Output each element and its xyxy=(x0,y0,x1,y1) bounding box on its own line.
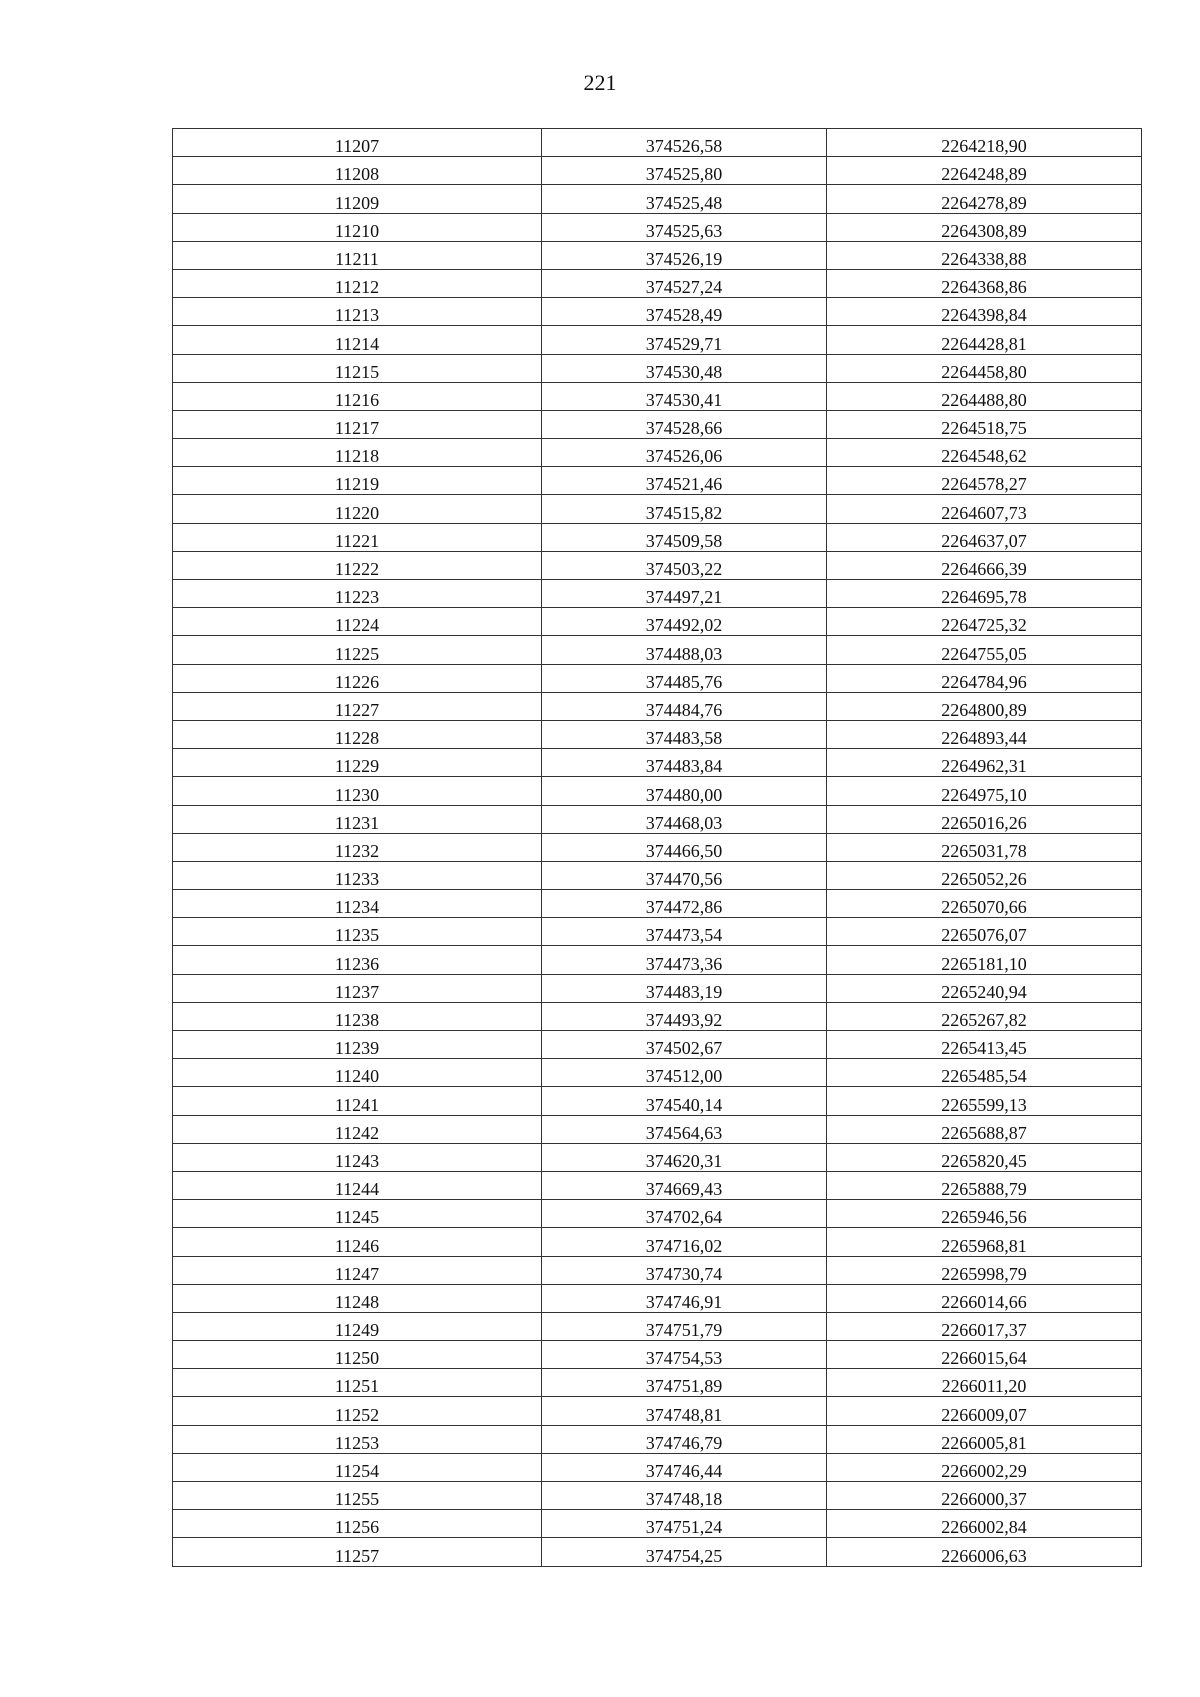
table-row xyxy=(173,439,1142,467)
y-coordinate-cell: 2264368,86 xyxy=(827,269,1142,297)
point-number-cell: 11217 xyxy=(173,410,542,438)
point-number-cell: 11249 xyxy=(173,1312,542,1340)
point-number-cell: 11231 xyxy=(173,805,542,833)
y-coordinate-cell: 2266009,07 xyxy=(827,1397,1142,1425)
point-number-cell: 11232 xyxy=(173,833,542,861)
point-number-cell: 11222 xyxy=(173,551,542,579)
table-row xyxy=(173,551,1142,579)
table-row xyxy=(173,410,1142,438)
y-coordinate-cell: 2264338,88 xyxy=(827,241,1142,269)
y-coordinate-cell: 2265413,45 xyxy=(827,1031,1142,1059)
table-row xyxy=(173,523,1142,551)
y-coordinate-cell: 2264800,89 xyxy=(827,692,1142,720)
table-row xyxy=(173,777,1142,805)
y-coordinate-cell: 2266011,20 xyxy=(827,1369,1142,1397)
point-number-cell: 11246 xyxy=(173,1228,542,1256)
table-row xyxy=(173,1228,1142,1256)
x-coordinate-cell: 374484,76 xyxy=(542,692,827,720)
y-coordinate-cell: 2264784,96 xyxy=(827,664,1142,692)
point-number-cell: 11208 xyxy=(173,157,542,185)
x-coordinate-cell: 374754,25 xyxy=(542,1538,827,1566)
x-coordinate-cell: 374746,79 xyxy=(542,1425,827,1453)
y-coordinate-cell: 2264458,80 xyxy=(827,354,1142,382)
x-coordinate-cell: 374525,80 xyxy=(542,157,827,185)
table-row xyxy=(173,1115,1142,1143)
coordinates-table-body xyxy=(173,129,1142,1567)
table-row xyxy=(173,1369,1142,1397)
table-row xyxy=(173,1031,1142,1059)
y-coordinate-cell: 2266005,81 xyxy=(827,1425,1142,1453)
x-coordinate-cell: 374525,63 xyxy=(542,213,827,241)
x-coordinate-cell: 374483,84 xyxy=(542,749,827,777)
table-row xyxy=(173,580,1142,608)
y-coordinate-cell: 2265599,13 xyxy=(827,1087,1142,1115)
point-number-cell: 11238 xyxy=(173,1002,542,1030)
y-coordinate-cell: 2265070,66 xyxy=(827,890,1142,918)
x-coordinate-cell: 374509,58 xyxy=(542,523,827,551)
table-row xyxy=(173,298,1142,326)
table-row xyxy=(173,1284,1142,1312)
x-coordinate-cell: 374483,19 xyxy=(542,974,827,1002)
table-row xyxy=(173,1425,1142,1453)
table-row xyxy=(173,1200,1142,1228)
point-number-cell: 11252 xyxy=(173,1397,542,1425)
point-number-cell: 11212 xyxy=(173,269,542,297)
x-coordinate-cell: 374503,22 xyxy=(542,551,827,579)
x-coordinate-cell: 374470,56 xyxy=(542,861,827,889)
x-coordinate-cell: 374493,92 xyxy=(542,1002,827,1030)
point-number-cell: 11224 xyxy=(173,608,542,636)
point-number-cell: 11240 xyxy=(173,1059,542,1087)
table-row xyxy=(173,974,1142,1002)
table-row xyxy=(173,269,1142,297)
table-row xyxy=(173,861,1142,889)
x-coordinate-cell: 374485,76 xyxy=(542,664,827,692)
y-coordinate-cell: 2264755,05 xyxy=(827,636,1142,664)
y-coordinate-cell: 2264666,39 xyxy=(827,551,1142,579)
x-coordinate-cell: 374540,14 xyxy=(542,1087,827,1115)
table-row xyxy=(173,1482,1142,1510)
point-number-cell: 11237 xyxy=(173,974,542,1002)
x-coordinate-cell: 374702,64 xyxy=(542,1200,827,1228)
table-row xyxy=(173,1143,1142,1171)
x-coordinate-cell: 374746,91 xyxy=(542,1284,827,1312)
x-coordinate-cell: 374748,81 xyxy=(542,1397,827,1425)
x-coordinate-cell: 374472,86 xyxy=(542,890,827,918)
y-coordinate-cell: 2264428,81 xyxy=(827,326,1142,354)
table-row xyxy=(173,1312,1142,1340)
point-number-cell: 11216 xyxy=(173,382,542,410)
y-coordinate-cell: 2264248,89 xyxy=(827,157,1142,185)
x-coordinate-cell: 374526,06 xyxy=(542,439,827,467)
point-number-cell: 11210 xyxy=(173,213,542,241)
point-number-cell: 11221 xyxy=(173,523,542,551)
point-number-cell: 11209 xyxy=(173,185,542,213)
table-row xyxy=(173,918,1142,946)
table-row xyxy=(173,157,1142,185)
y-coordinate-cell: 2265820,45 xyxy=(827,1143,1142,1171)
table-row xyxy=(173,241,1142,269)
table-row xyxy=(173,1002,1142,1030)
x-coordinate-cell: 374466,50 xyxy=(542,833,827,861)
table-row xyxy=(173,749,1142,777)
table-row xyxy=(173,1341,1142,1369)
y-coordinate-cell: 2264637,07 xyxy=(827,523,1142,551)
y-coordinate-cell: 2264278,89 xyxy=(827,185,1142,213)
x-coordinate-cell: 374488,03 xyxy=(542,636,827,664)
table-row xyxy=(173,1510,1142,1538)
y-coordinate-cell: 2264962,31 xyxy=(827,749,1142,777)
table-row xyxy=(173,1453,1142,1481)
table-row xyxy=(173,608,1142,636)
point-number-cell: 11215 xyxy=(173,354,542,382)
point-number-cell: 11236 xyxy=(173,946,542,974)
x-coordinate-cell: 374527,24 xyxy=(542,269,827,297)
y-coordinate-cell: 2265076,07 xyxy=(827,918,1142,946)
y-coordinate-cell: 2265485,54 xyxy=(827,1059,1142,1087)
table-row xyxy=(173,805,1142,833)
x-coordinate-cell: 374528,66 xyxy=(542,410,827,438)
point-number-cell: 11227 xyxy=(173,692,542,720)
x-coordinate-cell: 374528,49 xyxy=(542,298,827,326)
x-coordinate-cell: 374526,19 xyxy=(542,241,827,269)
x-coordinate-cell: 374473,36 xyxy=(542,946,827,974)
y-coordinate-cell: 2265688,87 xyxy=(827,1115,1142,1143)
point-number-cell: 11213 xyxy=(173,298,542,326)
table-row xyxy=(173,692,1142,720)
y-coordinate-cell: 2266002,29 xyxy=(827,1453,1142,1481)
point-number-cell: 11255 xyxy=(173,1482,542,1510)
point-number-cell: 11214 xyxy=(173,326,542,354)
x-coordinate-cell: 374751,89 xyxy=(542,1369,827,1397)
point-number-cell: 11228 xyxy=(173,720,542,748)
x-coordinate-cell: 374530,48 xyxy=(542,354,827,382)
x-coordinate-cell: 374530,41 xyxy=(542,382,827,410)
y-coordinate-cell: 2266002,84 xyxy=(827,1510,1142,1538)
y-coordinate-cell: 2265181,10 xyxy=(827,946,1142,974)
x-coordinate-cell: 374716,02 xyxy=(542,1228,827,1256)
point-number-cell: 11220 xyxy=(173,495,542,523)
point-number-cell: 11226 xyxy=(173,664,542,692)
table-row xyxy=(173,636,1142,664)
y-coordinate-cell: 2264398,84 xyxy=(827,298,1142,326)
table-row xyxy=(173,720,1142,748)
y-coordinate-cell: 2266014,66 xyxy=(827,1284,1142,1312)
table-row xyxy=(173,213,1142,241)
y-coordinate-cell: 2264518,75 xyxy=(827,410,1142,438)
point-number-cell: 11254 xyxy=(173,1453,542,1481)
point-number-cell: 11230 xyxy=(173,777,542,805)
table-row xyxy=(173,467,1142,495)
y-coordinate-cell: 2266017,37 xyxy=(827,1312,1142,1340)
table-row xyxy=(173,185,1142,213)
point-number-cell: 11247 xyxy=(173,1256,542,1284)
x-coordinate-cell: 374529,71 xyxy=(542,326,827,354)
y-coordinate-cell: 2264488,80 xyxy=(827,382,1142,410)
x-coordinate-cell: 374754,53 xyxy=(542,1341,827,1369)
table-row xyxy=(173,1059,1142,1087)
table-row xyxy=(173,1256,1142,1284)
x-coordinate-cell: 374669,43 xyxy=(542,1171,827,1199)
table-row xyxy=(173,326,1142,354)
x-coordinate-cell: 374746,44 xyxy=(542,1453,827,1481)
x-coordinate-cell: 374748,18 xyxy=(542,1482,827,1510)
point-number-cell: 11211 xyxy=(173,241,542,269)
y-coordinate-cell: 2264548,62 xyxy=(827,439,1142,467)
point-number-cell: 11245 xyxy=(173,1200,542,1228)
table-row xyxy=(173,946,1142,974)
table-row xyxy=(173,1397,1142,1425)
x-coordinate-cell: 374502,67 xyxy=(542,1031,827,1059)
table-row xyxy=(173,833,1142,861)
point-number-cell: 11233 xyxy=(173,861,542,889)
y-coordinate-cell: 2264607,73 xyxy=(827,495,1142,523)
x-coordinate-cell: 374525,48 xyxy=(542,185,827,213)
point-number-cell: 11244 xyxy=(173,1171,542,1199)
x-coordinate-cell: 374512,00 xyxy=(542,1059,827,1087)
y-coordinate-cell: 2265031,78 xyxy=(827,833,1142,861)
y-coordinate-cell: 2266000,37 xyxy=(827,1482,1142,1510)
point-number-cell: 11241 xyxy=(173,1087,542,1115)
x-coordinate-cell: 374480,00 xyxy=(542,777,827,805)
y-coordinate-cell: 2265998,79 xyxy=(827,1256,1142,1284)
y-coordinate-cell: 2266006,63 xyxy=(827,1538,1142,1566)
y-coordinate-cell: 2265052,26 xyxy=(827,861,1142,889)
x-coordinate-cell: 374751,24 xyxy=(542,1510,827,1538)
table-row xyxy=(173,1087,1142,1115)
x-coordinate-cell: 374564,63 xyxy=(542,1115,827,1143)
x-coordinate-cell: 374620,31 xyxy=(542,1143,827,1171)
point-number-cell: 11257 xyxy=(173,1538,542,1566)
x-coordinate-cell: 374483,58 xyxy=(542,720,827,748)
table-row xyxy=(173,382,1142,410)
y-coordinate-cell: 2265016,26 xyxy=(827,805,1142,833)
coordinates-table xyxy=(172,128,1142,1567)
table-row xyxy=(173,664,1142,692)
point-number-cell: 11251 xyxy=(173,1369,542,1397)
point-number-cell: 11207 xyxy=(173,129,542,157)
y-coordinate-cell: 2264975,10 xyxy=(827,777,1142,805)
y-coordinate-cell: 2266015,64 xyxy=(827,1341,1142,1369)
table-row xyxy=(173,1538,1142,1566)
table-row xyxy=(173,495,1142,523)
point-number-cell: 11243 xyxy=(173,1143,542,1171)
y-coordinate-cell: 2264725,32 xyxy=(827,608,1142,636)
x-coordinate-cell: 374526,58 xyxy=(542,129,827,157)
x-coordinate-cell: 374497,21 xyxy=(542,580,827,608)
point-number-cell: 11235 xyxy=(173,918,542,946)
point-number-cell: 11242 xyxy=(173,1115,542,1143)
y-coordinate-cell: 2265946,56 xyxy=(827,1200,1142,1228)
x-coordinate-cell: 374492,02 xyxy=(542,608,827,636)
y-coordinate-cell: 2265968,81 xyxy=(827,1228,1142,1256)
y-coordinate-cell: 2264893,44 xyxy=(827,720,1142,748)
y-coordinate-cell: 2265888,79 xyxy=(827,1171,1142,1199)
point-number-cell: 11253 xyxy=(173,1425,542,1453)
point-number-cell: 11219 xyxy=(173,467,542,495)
x-coordinate-cell: 374751,79 xyxy=(542,1312,827,1340)
point-number-cell: 11250 xyxy=(173,1341,542,1369)
y-coordinate-cell: 2264695,78 xyxy=(827,580,1142,608)
point-number-cell: 11234 xyxy=(173,890,542,918)
point-number-cell: 11229 xyxy=(173,749,542,777)
x-coordinate-cell: 374515,82 xyxy=(542,495,827,523)
point-number-cell: 11218 xyxy=(173,439,542,467)
point-number-cell: 11225 xyxy=(173,636,542,664)
y-coordinate-cell: 2264578,27 xyxy=(827,467,1142,495)
table-row xyxy=(173,129,1142,157)
x-coordinate-cell: 374521,46 xyxy=(542,467,827,495)
x-coordinate-cell: 374473,54 xyxy=(542,918,827,946)
x-coordinate-cell: 374468,03 xyxy=(542,805,827,833)
table-row xyxy=(173,1171,1142,1199)
point-number-cell: 11239 xyxy=(173,1031,542,1059)
x-coordinate-cell: 374730,74 xyxy=(542,1256,827,1284)
table-row xyxy=(173,354,1142,382)
point-number-cell: 11223 xyxy=(173,580,542,608)
y-coordinate-cell: 2265267,82 xyxy=(827,1002,1142,1030)
point-number-cell: 11248 xyxy=(173,1284,542,1312)
point-number-cell: 11256 xyxy=(173,1510,542,1538)
y-coordinate-cell: 2264308,89 xyxy=(827,213,1142,241)
table-row xyxy=(173,890,1142,918)
y-coordinate-cell: 2264218,90 xyxy=(827,129,1142,157)
page-number: 221 xyxy=(583,70,617,95)
y-coordinate-cell: 2265240,94 xyxy=(827,974,1142,1002)
